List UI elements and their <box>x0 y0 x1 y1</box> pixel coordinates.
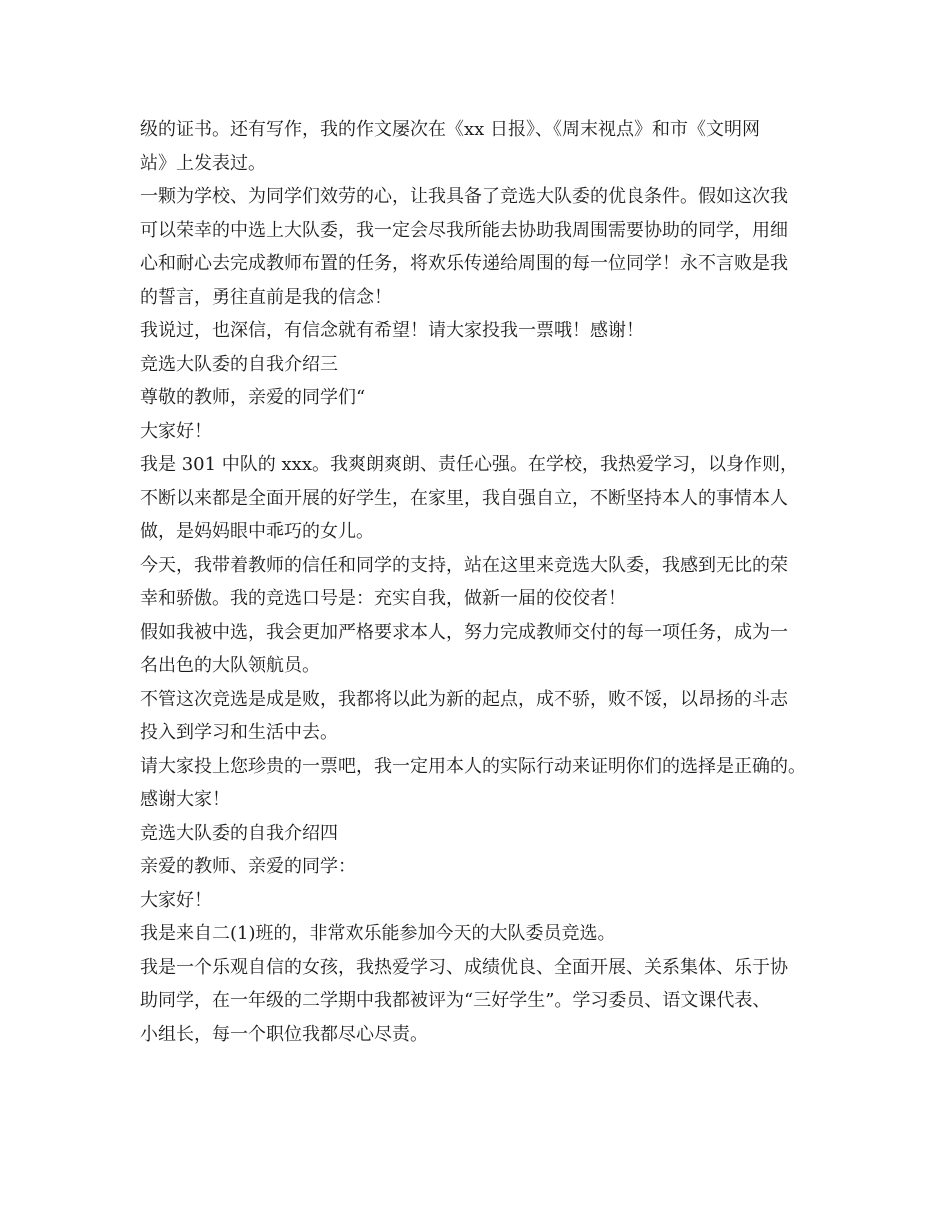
text-line: 不断以来都是全面开展的好学生，在家里，我自强自立，不断坚持本人的事情本人 <box>140 487 788 509</box>
text-line: 小组长，每一个职位我都尽心尽责。 <box>140 1023 428 1045</box>
text-line: 不管这次竞选是成是败，我都将以此为新的起点，成不骄，败不馁，以昂扬的斗志 <box>140 688 788 710</box>
document-body <box>140 113 820 1051</box>
text-line: 心和耐心去完成教师布置的任务，将欢乐传递给周围的每一位同学！永不言败是我 <box>140 253 788 274</box>
text-line: 我说过，也深信，有信念就有希望！请大家投我一票哦！感谢！ <box>140 320 644 341</box>
text-line: 的誓言，勇往直前是我的信念！ <box>140 286 392 308</box>
salutation-line: 亲爱的教师、亲爱的同学： <box>140 856 356 877</box>
text-line: 投入到学习和生活中去。 <box>140 722 338 743</box>
text-line: 感谢大家！ <box>140 789 230 810</box>
text-line: 名出色的大队领航员。 <box>140 655 320 676</box>
section-heading: 竞选大队委的自我介绍三 <box>140 353 338 375</box>
text-line: 我是一个乐观自信的女孩，我热爱学习、成绩优良、全面开展、关系集体、乐于协 <box>140 956 788 978</box>
text-line: 助同学，在一年级的二学期中我都被评为“三好学生”。学习委员、语文课代表、 <box>140 990 771 1011</box>
text-line: 我是 301 中队的 xxx。我爽朗爽朗、责任心强。在学校，我热爱学习，以身作则， <box>140 454 798 475</box>
text-line: 假如我被中选，我会更加严格要求本人，努力完成教师交付的每一项任务，成为一 <box>140 621 788 643</box>
text-line: 幸和骄傲。我的竞选口号是：充实自我，做新一届的佼佼者！ <box>140 588 626 609</box>
text-line: 站》上发表过。 <box>140 152 266 174</box>
text-line: 可以荣幸的中选上大队委，我一定会尽我所能去协助我周围需要协助的同学，用细 <box>140 219 788 241</box>
salutation-line: 尊敬的教师，亲爱的同学们“ <box>140 387 366 408</box>
section-heading: 竞选大队委的自我介绍四 <box>140 822 338 844</box>
text-line: 级的证书。还有写作，我的作文屡次在《xx 日报》、《周末视点》和市《文明网 <box>140 119 761 140</box>
text-line: 请大家投上您珍贵的一票吧，我一定用本人的实际行动来证明你们的选择是正确的。 <box>140 755 806 777</box>
greeting-line: 大家好！ <box>140 420 212 442</box>
text-line: 做，是妈妈眼中乖巧的女儿。 <box>140 521 374 542</box>
text-line: 我是来自二(1)班的，非常欢乐能参加今天的大队委员竞选。 <box>140 923 616 944</box>
text-line: 一颗为学校、为同学们效劳的心，让我具备了竞选大队委的优良条件。假如这次我 <box>140 186 788 207</box>
text-line: 今天，我带着教师的信任和同学的支持，站在这里来竞选大队委，我感到无比的荣 <box>140 554 788 576</box>
greeting-line: 大家好！ <box>140 889 212 911</box>
